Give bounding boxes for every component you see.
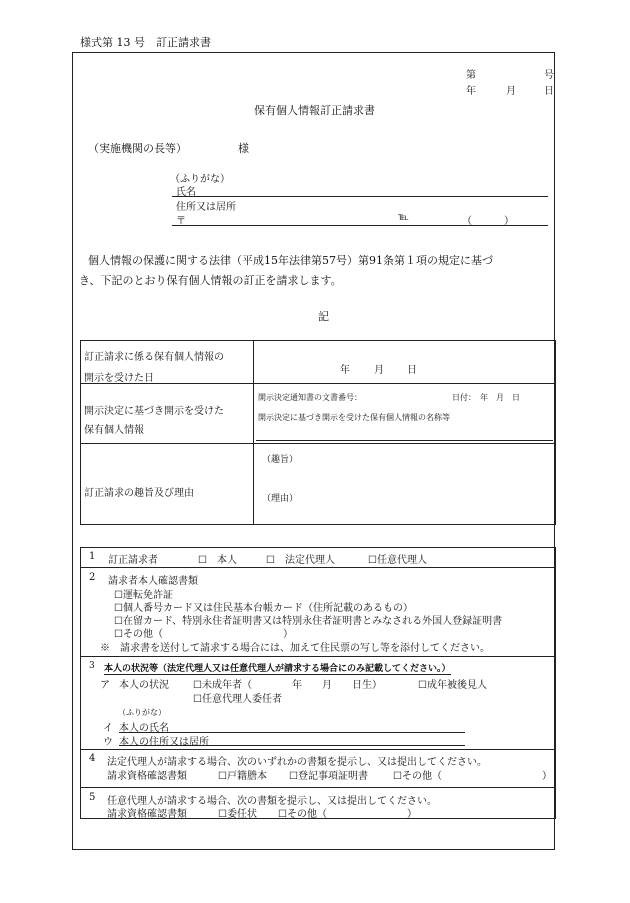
s3-address-underline bbox=[119, 745, 465, 746]
s2-item-1[interactable]: ☐運転免許証 bbox=[114, 590, 173, 601]
s5-line1: 任意代理人が請求する場合、次の書類を提示し、又は提出してください。 bbox=[107, 796, 437, 807]
row1-day: 日 bbox=[407, 365, 417, 376]
form-label: 様式第 13 号 訂正請求書 bbox=[80, 36, 211, 49]
s2-num: 2 bbox=[89, 572, 96, 583]
recipient-label: （実施機関の長等） bbox=[88, 142, 187, 155]
s1-opt-self[interactable]: ☐ 本人 bbox=[198, 555, 237, 566]
name-underline bbox=[172, 196, 548, 197]
s3-furigana: （ふりがな） bbox=[118, 708, 166, 717]
recipient-sama: 様 bbox=[238, 142, 249, 155]
s2-item-4[interactable]: ☐その他（ ） bbox=[114, 629, 293, 640]
s1-opt-voluntary[interactable]: ☐任意代理人 bbox=[368, 555, 427, 566]
tel-paren-open: （ bbox=[462, 216, 472, 227]
row2-notice-number: 開示決定通知書の文書番号： bbox=[258, 393, 362, 402]
s1-opt-legal[interactable]: ☐ 法定代理人 bbox=[266, 555, 335, 566]
table-row-divider-2 bbox=[80, 443, 556, 444]
detail-divider-3 bbox=[80, 749, 556, 750]
s3-a-minor[interactable]: ☐未成年者（ 年 月 日生） bbox=[193, 680, 382, 691]
detail-divider-2 bbox=[80, 656, 556, 657]
detail-divider-1 bbox=[80, 567, 556, 568]
s3-i-mark: イ bbox=[103, 723, 113, 734]
s4-line1: 法定代理人が請求する場合、次のいずれかの書類を提示し、又は提出してください。 bbox=[107, 757, 487, 768]
s3-a-label: 本人の状況 bbox=[119, 680, 169, 691]
date-year: 年 bbox=[466, 86, 476, 97]
address-underline bbox=[172, 225, 548, 226]
doc-title: 保有個人情報訂正請求書 bbox=[254, 104, 375, 117]
s4-num: 4 bbox=[89, 753, 96, 764]
s4-doc-label: 請求資格確認書類 bbox=[107, 771, 187, 782]
s3-label: 本人の状況等（法定代理人又は任意代理人が請求する場合にのみ記載してください。） bbox=[104, 661, 451, 675]
number-dai: 第 bbox=[466, 70, 476, 81]
tel-mark: ℡ bbox=[398, 212, 409, 223]
s5-opt-power-of-attorney[interactable]: ☐委任状 bbox=[218, 809, 257, 820]
s4-opt-other[interactable]: ☐その他（ ） bbox=[393, 771, 552, 782]
row2-label-2: 保有個人情報 bbox=[84, 425, 144, 436]
s2-item-2[interactable]: ☐個人番号カード又は住民基本台帳カード（住所記載のあるもの） bbox=[114, 603, 413, 614]
table-inner-double-line bbox=[256, 440, 553, 441]
s3-u-label: 本人の住所又は居所 bbox=[119, 737, 209, 748]
s1-num: 1 bbox=[89, 551, 96, 562]
postal-mark: 〒 bbox=[176, 216, 186, 227]
s4-opt-family-register[interactable]: ☐戸籍謄本 bbox=[218, 771, 267, 782]
s2-note: ※ 請求書を送付して請求する場合には、加えて住民票の写し等を添付してください。 bbox=[100, 643, 490, 654]
s5-num: 5 bbox=[89, 792, 96, 803]
s2-label: 請求者本人確認書類 bbox=[108, 576, 198, 587]
body-line-2: き、下記のとおり保有個人情報の訂正を請求します。 bbox=[79, 274, 342, 287]
s3-i-label: 本人の氏名 bbox=[119, 723, 169, 734]
s3-a-adult-guardian[interactable]: ☐成年被後見人 bbox=[418, 680, 487, 691]
ki-label: 記 bbox=[318, 310, 329, 323]
s4-opt-registry-cert[interactable]: ☐登記事項証明書 bbox=[289, 771, 368, 782]
tel-paren-close: ） bbox=[504, 216, 514, 227]
row1-year: 年 bbox=[340, 365, 350, 376]
row3-label: 訂正請求の趣旨及び理由 bbox=[84, 488, 194, 499]
row2-info-name: 開示決定に基づき開示を受けた保有個人情報の名称等 bbox=[258, 413, 450, 422]
s3-num: 3 bbox=[89, 661, 95, 671]
s3-a-mark: ア bbox=[100, 680, 110, 691]
s3-u-mark: ウ bbox=[103, 737, 113, 748]
name-label: 氏名 bbox=[176, 187, 196, 198]
row1-month: 月 bbox=[374, 365, 384, 376]
date-month: 月 bbox=[506, 86, 516, 97]
detail-divider-4 bbox=[80, 787, 556, 788]
furigana-label: （ふりがな） bbox=[170, 174, 230, 185]
s5-opt-other[interactable]: ☐その他（ ） bbox=[278, 809, 417, 820]
row1-label-2: 開示を受けた日 bbox=[84, 373, 154, 384]
row1-label-1: 訂正請求に係る保有個人情報の bbox=[84, 352, 224, 363]
body-line-1: 個人情報の保護に関する法律（平成15年法律第57号）第91条第１項の規定に基づ bbox=[88, 254, 493, 267]
table-col-divider bbox=[253, 340, 254, 525]
row2-notice-date: 日付： 年 月 日 bbox=[452, 393, 520, 402]
address-label: 住所又は居所 bbox=[176, 202, 236, 213]
s1-label: 訂正請求者 bbox=[108, 555, 158, 566]
s3-a-voluntary-principal[interactable]: ☐任意代理人委任者 bbox=[193, 694, 282, 705]
date-day: 日 bbox=[544, 86, 554, 97]
row3-shushi: （趣旨） bbox=[262, 455, 299, 465]
row3-riyuu: （理由） bbox=[262, 494, 299, 504]
row2-label-1: 開示決定に基づき開示を受けた bbox=[84, 406, 224, 417]
number-go: 号 bbox=[544, 70, 554, 81]
s5-doc-label: 請求資格確認書類 bbox=[107, 809, 187, 820]
s2-item-3[interactable]: ☐在留カード、特別永住者証明書又は特別永住者証明書とみなされる外国人登録証明書 bbox=[114, 616, 503, 627]
